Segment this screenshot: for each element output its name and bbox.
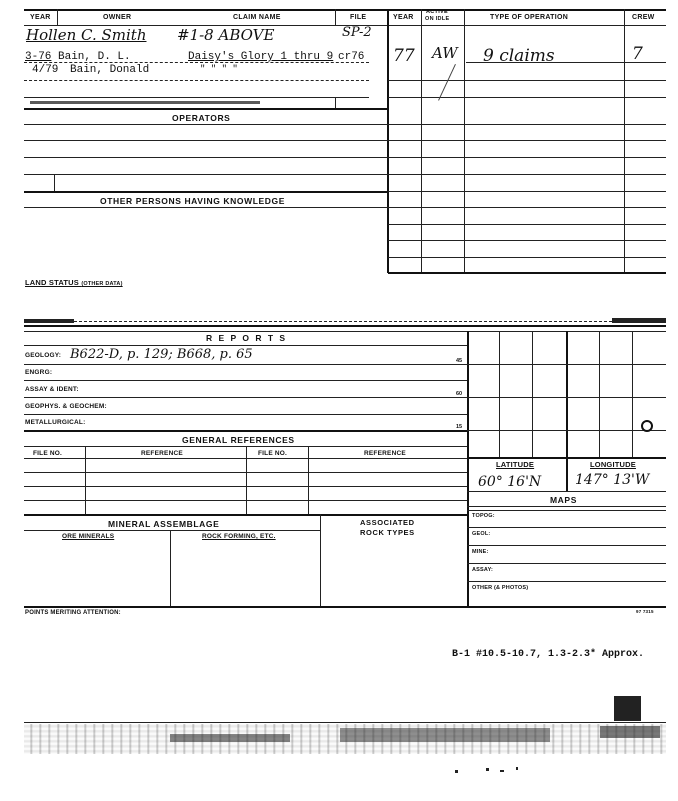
claim-name-handwritten: #1-8 ABOVE <box>177 26 275 44</box>
latitude-value: 60° 16'N <box>478 474 542 490</box>
row-owner: Bain, D. L. <box>58 51 131 63</box>
points-meriting-attention: POINTS MERITING ATTENTION: <box>25 610 121 616</box>
metallurgical-label: METALLURGICAL: <box>25 419 86 426</box>
engrg-label: ENGRG: <box>25 369 53 376</box>
col-year-2: YEAR <box>393 14 414 21</box>
col-file: FILE <box>350 14 367 21</box>
metallurgical-num: 15 <box>456 424 463 430</box>
ref-col-reference-1: REFERENCE <box>141 450 183 457</box>
map-other: OTHER (& PHOTOS) <box>472 585 529 591</box>
ref-col-file-no-1: FILE NO. <box>33 450 63 457</box>
latitude-label: LATITUDE <box>496 460 535 469</box>
row-year: 3-76 <box>25 51 52 63</box>
file-handwritten: SP-2 <box>342 25 372 40</box>
maps-title: MAPS <box>550 495 577 505</box>
operation-handwritten: 9 claims <box>483 46 555 66</box>
assoc-rock-types-2: ROCK TYPES <box>360 528 415 537</box>
form-number: 97 7315 <box>636 609 654 614</box>
rock-forming-col: ROCK FORMING, ETC. <box>202 533 276 540</box>
map-assay: ASSAY: <box>472 567 494 573</box>
col-active: ACTIVE <box>426 9 448 15</box>
assoc-rock-types-1: ASSOCIATED <box>360 518 415 527</box>
col-on-idle: ON IDLE <box>425 16 450 22</box>
ref-col-reference-2: REFERENCE <box>364 450 406 457</box>
assay-num: 60 <box>456 391 463 397</box>
col-year: YEAR <box>30 14 51 21</box>
row-year: 4/79 <box>32 64 59 76</box>
map-geol: GEOL: <box>472 531 491 537</box>
longitude-value: 147° 13'W <box>575 472 650 488</box>
map-topog: TOPOG: <box>472 513 495 519</box>
year-handwritten: 77 <box>393 46 415 66</box>
geology-num: 45 <box>456 358 463 364</box>
ref-col-file-no-2: FILE NO. <box>258 450 288 457</box>
others-title: OTHER PERSONS HAVING KNOWLEDGE <box>100 196 286 206</box>
land-status-label: LAND STATUS (OTHER DATA) <box>25 278 123 287</box>
operators-title: OPERATORS <box>172 113 231 123</box>
geology-label: GEOLOGY: <box>25 352 62 359</box>
row-claim-name: Daisy's Glory 1 thru 9 <box>188 51 334 63</box>
col-owner: OWNER <box>103 14 132 21</box>
mineral-assemblage-title: MINERAL ASSEMBLAGE <box>108 519 220 529</box>
ore-minerals-col: ORE MINERALS <box>62 533 115 540</box>
owner-handwritten: Hollen C. Smith <box>26 26 147 44</box>
row-file: cr76 <box>338 51 365 63</box>
col-claim-name: CLAIM NAME <box>233 14 281 21</box>
general-references-title: GENERAL REFERENCES <box>182 435 295 445</box>
row-claim-name: " " " " <box>200 64 238 74</box>
longitude-label: LONGITUDE <box>590 460 636 469</box>
col-crew: CREW <box>632 14 655 21</box>
map-mine: MINE: <box>472 549 489 555</box>
geophys-label: GEOPHYS. & GEOCHEM: <box>25 403 107 410</box>
geology-value: B622-D, p. 129; B668, p. 65 <box>70 347 253 362</box>
row-owner: Bain, Donald <box>70 64 150 76</box>
crew-handwritten: 7 <box>632 44 643 64</box>
active-idle-handwritten: AW <box>432 44 458 62</box>
reports-title: R E P O R T S <box>206 333 288 343</box>
assay-label: ASSAY & IDENT: <box>25 386 79 393</box>
footnote: B-1 #10.5-10.7, 1.3-2.3* Approx. <box>452 649 645 660</box>
col-type-of-operation: TYPE OF OPERATION <box>490 14 569 21</box>
